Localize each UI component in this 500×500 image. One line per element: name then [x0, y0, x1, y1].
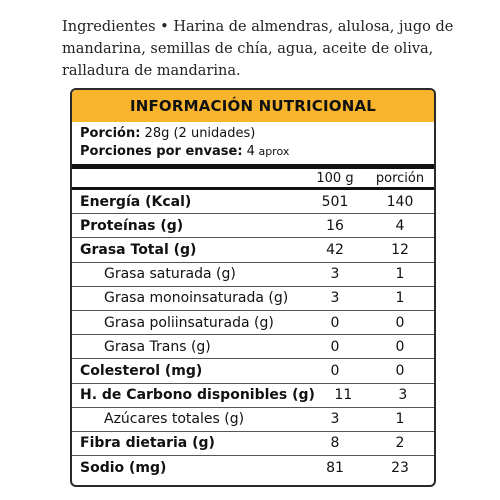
nutrient-label: H. de Carbono disponibles (g) — [80, 387, 315, 404]
serving-info — [72, 122, 434, 161]
nutrient-row — [72, 262, 434, 286]
nutrient-value-100g: 8 — [330, 435, 340, 452]
nutrient-row — [72, 334, 434, 358]
nutrient-label: Sodio (mg) — [80, 459, 167, 476]
nutrient-value-100g: 3 — [330, 266, 340, 283]
nutrient-value-100g: 81 — [326, 459, 344, 476]
nutrient-row — [72, 455, 434, 479]
nutrient-value-portion: 0 — [395, 362, 405, 379]
nutrient-row — [72, 237, 434, 261]
nutrient-label: Grasa saturada (g) — [104, 266, 236, 283]
nutrient-label: Energía (Kcal) — [80, 193, 192, 210]
nutrient-row — [72, 383, 434, 407]
ingredients-text: Ingredientes • Harina de almendras, alulosa, jugo de mandarina, semillas de chía, agua, aceite de oliva, ralladura de mandarina. — [62, 19, 454, 79]
nutrient-label: Fibra dietaria (g) — [80, 435, 215, 452]
nutrient-row — [72, 431, 434, 455]
servings-unit: aprox — [254, 145, 290, 158]
nutrient-label: Grasa Trans (g) — [104, 338, 211, 355]
servings-value: 4 — [242, 144, 255, 159]
nutrient-value-portion: 140 — [386, 193, 414, 210]
nutrient-value-portion: 2 — [395, 435, 405, 452]
nutrient-label: Proteínas (g) — [80, 217, 184, 234]
nutrient-value-100g: 16 — [326, 217, 344, 234]
nutrition-facts-panel — [70, 88, 436, 487]
nutrient-label: Grasa poliinsaturada (g) — [104, 314, 274, 331]
nutrient-value-100g: 3 — [330, 290, 340, 307]
nutrient-value-portion: 1 — [395, 266, 405, 283]
nutrient-label: Colesterol (mg) — [80, 362, 203, 379]
nutrient-rows — [72, 187, 434, 479]
nutrient-value-portion: 0 — [395, 338, 405, 355]
portion-label: Porción: — [80, 126, 141, 141]
nutrient-row — [72, 286, 434, 310]
nutrient-value-portion: 3 — [398, 387, 408, 404]
nutrient-row — [72, 190, 434, 213]
portion-line — [80, 125, 426, 143]
nutrient-value-100g: 3 — [330, 411, 340, 428]
nutrient-value-portion: 23 — [391, 459, 409, 476]
nutrient-value-100g: 0 — [330, 362, 340, 379]
nutrient-label: Grasa Total (g) — [80, 241, 197, 258]
nutrient-label: Azúcares totales (g) — [104, 411, 245, 428]
nutrient-value-portion: 0 — [395, 314, 405, 331]
nutrient-value-100g: 42 — [326, 241, 344, 258]
portion-value: 28g (2 unidades) — [140, 126, 256, 141]
servings-line — [80, 143, 426, 161]
nutrient-row — [72, 310, 434, 334]
nutrient-label: Grasa monoinsaturada (g) — [104, 290, 289, 307]
column-100g-label: 100 g — [316, 170, 354, 186]
column-portion-label: porción — [375, 170, 425, 186]
nutrition-title: INFORMACIÓN NUTRICIONAL — [72, 90, 434, 122]
nutrient-row — [72, 213, 434, 237]
nutrient-value-portion: 1 — [395, 290, 405, 307]
nutrient-row — [72, 407, 434, 431]
nutrient-value-portion: 12 — [391, 241, 409, 258]
nutrient-value-100g: 0 — [330, 338, 340, 355]
nutrient-value-100g: 11 — [334, 387, 353, 404]
nutrient-row — [72, 358, 434, 382]
nutrient-value-100g: 0 — [330, 314, 340, 331]
nutrient-value-portion: 1 — [395, 411, 405, 428]
servings-label: Porciones por envase: — [80, 144, 243, 159]
nutrient-value-portion: 4 — [395, 217, 405, 234]
nutrient-value-100g: 501 — [321, 193, 349, 210]
column-header — [72, 169, 434, 187]
